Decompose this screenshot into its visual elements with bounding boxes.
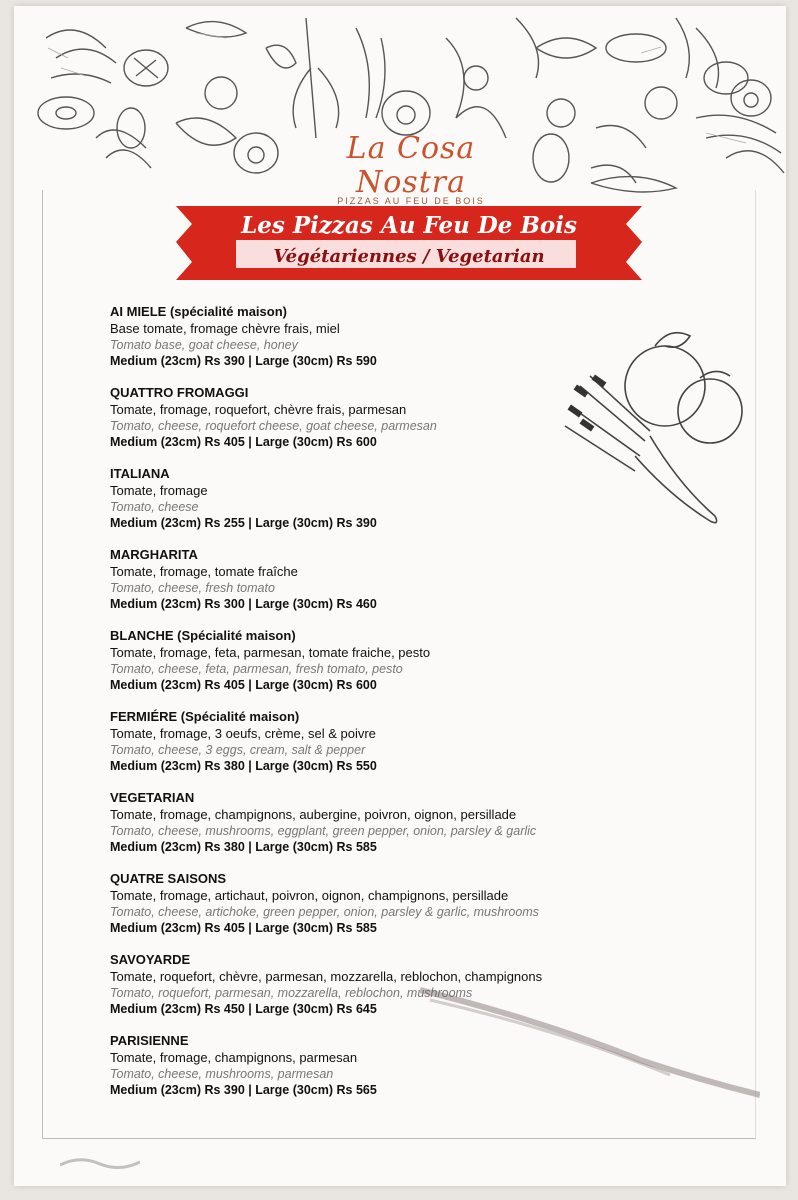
item-price: Medium (23cm) Rs 405 | Large (30cm) Rs 585 bbox=[110, 921, 377, 935]
section-banner bbox=[176, 204, 642, 282]
item-description-en: Tomato, cheese, fresh tomato bbox=[110, 581, 275, 595]
item-description-en: Tomato, cheese, artichoke, green pepper, onion, parsley & garlic, mushrooms bbox=[110, 905, 539, 919]
menu-item bbox=[110, 546, 650, 613]
item-description-fr: Tomate, roquefort, chèvre, parmesan, mozzarella, reblochon, champignons bbox=[110, 969, 543, 984]
item-description-en: Tomato, cheese bbox=[110, 500, 199, 514]
item-price: Medium (23cm) Rs 390 | Large (30cm) Rs 565 bbox=[110, 1083, 377, 1097]
item-price: Medium (23cm) Rs 380 | Large (30cm) Rs 550 bbox=[110, 759, 377, 773]
item-name: BLANCHE (Spécialité maison) bbox=[110, 628, 296, 643]
restaurant-name: La Cosa Nostra bbox=[346, 131, 476, 200]
item-description-fr: Tomate, fromage, 3 oeufs, crème, sel & poivre bbox=[110, 726, 376, 741]
item-description-fr: Tomate, fromage, tomate fraîche bbox=[110, 564, 298, 579]
restaurant-subtitle: PIZZAS AU FEU DE BOIS bbox=[337, 196, 485, 206]
banner-title: Les Pizzas Au Feu De Bois bbox=[241, 212, 577, 239]
menu-item bbox=[110, 465, 650, 532]
item-name: MARGHARITA bbox=[110, 547, 198, 562]
item-price: Medium (23cm) Rs 300 | Large (30cm) Rs 460 bbox=[110, 597, 377, 611]
item-name: VEGETARIAN bbox=[110, 790, 195, 805]
paper-smudge bbox=[60, 1150, 140, 1180]
item-price: Medium (23cm) Rs 390 | Large (30cm) Rs 590 bbox=[110, 354, 377, 368]
item-price: Medium (23cm) Rs 405 | Large (30cm) Rs 600 bbox=[110, 435, 377, 449]
item-name: SAVOYARDE bbox=[110, 952, 191, 967]
item-description-fr: Tomate, fromage, champignons, parmesan bbox=[110, 1050, 358, 1065]
item-description-fr: Tomate, fromage, feta, parmesan, tomate fraiche, pesto bbox=[110, 645, 431, 660]
item-description-en: Tomato, cheese, roquefort cheese, goat cheese, parmesan bbox=[110, 419, 437, 433]
item-price: Medium (23cm) Rs 450 | Large (30cm) Rs 645 bbox=[110, 1002, 377, 1016]
menu-item bbox=[110, 870, 650, 937]
item-description-fr: Tomate, fromage bbox=[110, 483, 208, 498]
item-name: ITALIANA bbox=[110, 466, 170, 481]
item-description-fr: Tomate, fromage, artichaut, poivron, oignon, champignons, persillade bbox=[110, 888, 509, 903]
item-description-en: Tomato, cheese, 3 eggs, cream, salt & pepper bbox=[110, 743, 366, 757]
item-name: PARISIENNE bbox=[110, 1033, 189, 1048]
item-price: Medium (23cm) Rs 380 | Large (30cm) Rs 585 bbox=[110, 840, 377, 854]
item-name: FERMIÉRE (Spécialité maison) bbox=[110, 709, 300, 724]
item-description-en: Tomato, cheese, mushrooms, eggplant, green pepper, onion, parsley & garlic bbox=[110, 824, 537, 838]
item-description-en: Tomato, cheese, mushrooms, parmesan bbox=[110, 1067, 334, 1081]
item-name: QUATRE SAISONS bbox=[110, 871, 227, 886]
item-description-fr: Tomate, fromage, roquefort, chèvre frais, parmesan bbox=[110, 402, 407, 417]
banner-subtitle: Végétariennes / Vegetarian bbox=[273, 246, 545, 267]
menu-item bbox=[110, 384, 650, 451]
item-price: Medium (23cm) Rs 255 | Large (30cm) Rs 390 bbox=[110, 516, 377, 530]
menu-item bbox=[110, 789, 650, 856]
item-description-fr: Tomate, fromage, champignons, aubergine, poivron, oignon, persillade bbox=[110, 807, 517, 822]
menu-item bbox=[110, 303, 650, 370]
item-description-en: Tomato, cheese, feta, parmesan, fresh tomato, pesto bbox=[110, 662, 403, 676]
item-price: Medium (23cm) Rs 405 | Large (30cm) Rs 600 bbox=[110, 678, 377, 692]
item-description-en: Tomato, roquefort, parmesan, mozzarella, reblochon, mushrooms bbox=[110, 986, 473, 1000]
item-name: QUATTRO FROMAGGI bbox=[110, 385, 249, 400]
item-description-en: Tomato base, goat cheese, honey bbox=[110, 338, 298, 352]
item-name: AI MIELE (spécialité maison) bbox=[110, 304, 287, 319]
menu-item bbox=[110, 627, 650, 694]
pen-scribble bbox=[420, 980, 760, 1100]
item-description-fr: Base tomate, fromage chèvre frais, miel bbox=[110, 321, 340, 336]
menu-item bbox=[110, 708, 650, 775]
restaurant-logo bbox=[296, 132, 526, 206]
